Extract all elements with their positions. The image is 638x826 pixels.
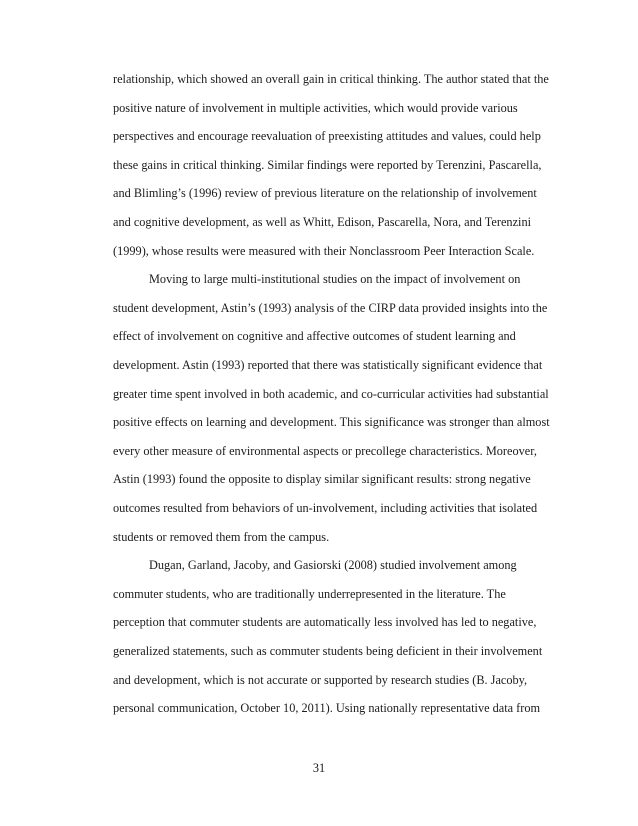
- text-line: student development, Astin’s (1993) analysis of the CIRP data provided insights into the: [113, 300, 548, 315]
- text-line: effect of involvement on cognitive and affective outcomes of student learning and: [113, 329, 516, 344]
- text-line: generalized statements, such as commuter students being deficient in their involvement: [113, 644, 543, 658]
- text-line: greater time spent involved in both academic, and co-curricular activities had substantial: [113, 386, 549, 401]
- text-line: students or removed them from the campus.: [113, 529, 330, 544]
- text-line: and development, which is not accurate or supported by research studies (B. Jacoby,: [113, 672, 528, 687]
- text-line: Moving to large multi-institutional studies on the impact of involvement on: [149, 272, 521, 287]
- text-line: positive effects on learning and development. This significance was stronger than almost: [113, 415, 550, 430]
- text-line: Dugan, Garland, Jacoby, and Gasiorski (2008) studied involvement among: [149, 558, 517, 573]
- text-line: these gains in critical thinking. Similar findings were reported by Terenzini, Pascarella,: [113, 157, 542, 172]
- text-line: and Blimling’s (1996) review of previous literature on the relationship of involvement: [113, 186, 537, 201]
- text-line: commuter students, who are traditionally underrepresented in the literature. The: [113, 586, 506, 601]
- text-line: relationship, which showed an overall gain in critical thinking. The author stated that the: [113, 72, 549, 86]
- text-line: Astin (1993) found the opposite to display similar significant results: strong negative: [113, 472, 531, 487]
- text-line: personal communication, October 10, 2011). Using nationally representative data from: [113, 701, 541, 716]
- text-line: every other measure of environmental aspects or precollege characteristics. Moreover,: [113, 443, 537, 458]
- text-line: perception that commuter students are automatically less involved has led to negative,: [113, 615, 537, 630]
- text-line: perspectives and encourage reevaluation of preexisting attitudes and values, could help: [113, 129, 541, 144]
- text-line: development. Astin (1993) reported that there was statistically significant evidence that: [113, 358, 543, 372]
- text-line: outcomes resulted from behaviors of un-involvement, including activities that isolated: [113, 501, 538, 515]
- text-line: (1999), whose results were measured with their Nonclassroom Peer Interaction Scale.: [113, 243, 535, 258]
- page-number: 31: [312, 761, 326, 775]
- text-line: and cognitive development, as well as Whitt, Edison, Pascarella, Nora, and Terenzini: [113, 215, 532, 229]
- text-line: positive nature of involvement in multiple activities, which would provide various: [113, 100, 518, 115]
